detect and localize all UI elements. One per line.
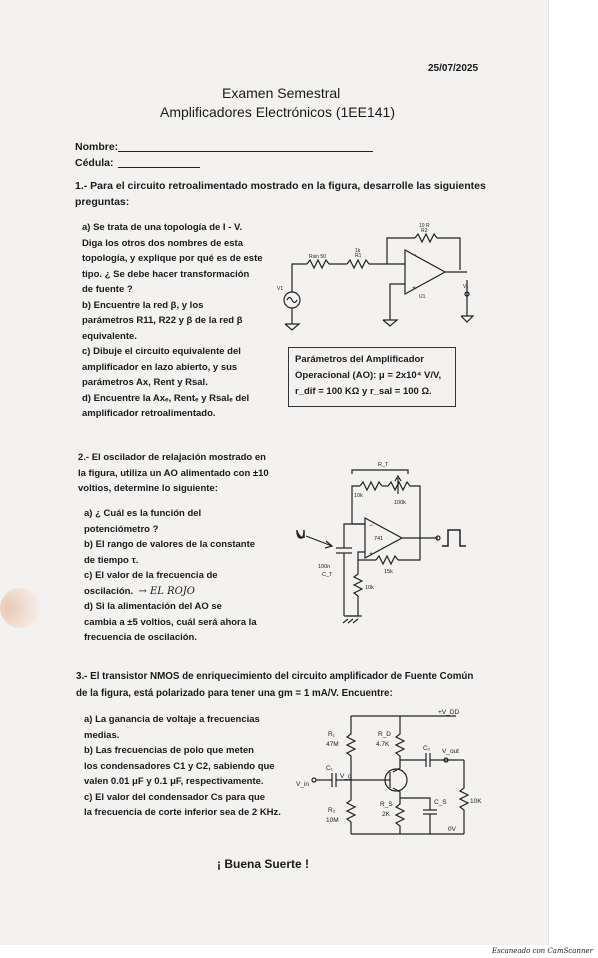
r1-value: 47M <box>326 741 339 748</box>
r10k-label: 10k <box>354 493 363 499</box>
q1-item: parámetros Ax, Rent y Rsal. <box>82 377 208 388</box>
q1-item: c) Dibuje el circuito equivalente del <box>82 346 241 357</box>
c1-label: C₁ <box>326 765 333 772</box>
q3-item: b) Las frecuencias de polo que meten <box>84 745 254 756</box>
scanner-thumb-shadow <box>0 588 40 628</box>
q1-intro-1: 1.- Para el circuito retroalimentado mostrado en la figura, desarrolle las siguientes <box>75 180 486 192</box>
vin-label: V_in <box>296 781 310 788</box>
ground-label: 0V <box>448 826 456 833</box>
r1-label: 1k <box>355 248 361 254</box>
r10k-bottom-label: 10k <box>365 585 374 591</box>
svg-text:+: + <box>369 551 374 558</box>
q2-item: de tiempo τ. <box>84 554 139 566</box>
exam-date: 25/07/2025 <box>428 63 479 74</box>
params-line-1: Parámetros del Amplificador <box>295 354 424 365</box>
q1-item: b) Encuentre la red β, y los <box>82 299 204 311</box>
q3-intro-1: 3.- El transistor NMOS de enriquecimiento del circuito amplificador de Fuente Común <box>76 671 474 682</box>
params-line-3: r_dif = 100 KΩ y r_sal = 100 Ω. <box>295 386 432 397</box>
good-luck-text: ¡ Buena Suerte ! <box>217 857 310 871</box>
r1-label: R₁ <box>328 731 335 738</box>
cs-label: C_S <box>434 799 447 806</box>
q3-item: c) El valor del condensador Cs para que <box>84 791 266 803</box>
q1-item: Diga los otros dos nombres de esta <box>82 237 244 249</box>
q1-item: parámetros R11, R22 y β de la red β <box>82 315 243 326</box>
cap-label-2: C_T <box>322 572 333 578</box>
opamp-parameters-box <box>288 347 456 407</box>
q2-items <box>84 506 289 646</box>
q2-intro-1: 2.- El oscilador de relajación mostrado en <box>78 452 266 463</box>
r1-label-2: R1 <box>355 253 362 259</box>
q2-intro-2: la figura, utiliza un AO alimentado con ±10 <box>78 467 269 479</box>
rd-value: 4.7K <box>376 741 390 748</box>
nombre-line[interactable] <box>118 151 373 152</box>
cedula-label: Cédula: <box>75 157 114 169</box>
vdd-label: +V_DD <box>438 709 460 716</box>
q2-item <box>84 584 289 600</box>
q1-item: de fuente ? <box>82 284 133 295</box>
exam-subtitle: Amplificadores Electrónicos (1EE141) <box>160 104 395 120</box>
q2-item: a) ¿ Cuál es la función del <box>84 508 202 519</box>
q2-item: d) Si la alimentación del AO se <box>84 601 222 612</box>
nombre-label: Nombre: <box>75 141 119 153</box>
q1-item: amplificador en lazo abierto, y sus <box>82 361 238 373</box>
u1-label: U1 <box>419 294 426 300</box>
r100k-label: 100k <box>394 500 406 506</box>
c2-label: C₂ <box>423 745 431 752</box>
v1-label: V1 <box>277 286 284 292</box>
params-line-2: Operacional (AO): μ = 2x10⁴ V/V, <box>295 370 442 381</box>
r15k-label: 15k <box>384 569 393 575</box>
q2-item: frecuencia de oscilación. <box>84 632 197 643</box>
opamp-label: 741 <box>374 536 384 542</box>
q3-item: valen 0.01 μF y 0.1 μF, respectivamente. <box>84 776 264 787</box>
feedback-amplifier-circuit <box>275 220 475 338</box>
q2-intro <box>78 450 288 497</box>
r2-label: R₂ <box>328 807 336 814</box>
q1-item: topología, y explique por qué es de este <box>82 253 263 264</box>
q2-item: b) El rango de valores de la constante <box>84 539 256 550</box>
q3-item: la frecuencia de corte inferior sea de 2 KHz. <box>84 807 281 818</box>
rs-label: R_S <box>380 801 393 808</box>
cedula-line[interactable] <box>118 167 200 168</box>
q2-item-text: oscilación. <box>84 585 134 597</box>
rf-label: 10 R <box>419 223 430 229</box>
common-source-amplifier-circuit <box>296 706 496 840</box>
svg-text:−: − <box>412 252 417 259</box>
q1-item: tipo. ¿ Se debe hacer transformación <box>82 268 250 280</box>
rt-label: R_T <box>378 462 389 468</box>
q1-item: equivalente. <box>82 330 137 342</box>
q3-item: medias. <box>84 729 120 741</box>
q3-item: los condensadores C1 y C2, sabiendo que <box>84 760 275 772</box>
cap-label: 100n <box>318 564 331 570</box>
q2-intro-3: voltios, determine lo siguiente: <box>78 483 218 494</box>
rf-label-2: R2 <box>421 228 428 234</box>
q1-item: d) Encuentre la Axₑ, Rentₑ y Rsalₑ del <box>82 392 250 404</box>
rs-value: 2K <box>382 811 390 818</box>
rl-value: 10K <box>470 798 482 805</box>
q3-item: a) La ganancia de voltaje a frecuencias <box>84 714 260 725</box>
q1-item: a) Se trata de una topología de I - V. <box>82 222 243 233</box>
q1-items <box>82 220 287 422</box>
q2-item: potenciómetro ? <box>84 523 159 535</box>
svg-text:−: − <box>369 523 374 530</box>
vo-label: V₀ <box>463 284 469 290</box>
exam-title: Examen Semestral <box>222 85 341 101</box>
r2-value: 10M <box>326 817 339 824</box>
svg-text:+: + <box>412 285 417 292</box>
camscanner-watermark: Escaneado con CamScanner <box>492 947 593 955</box>
rin-label: Rsin 50 <box>309 254 326 260</box>
q3-intro-2: de la figura, está polarizado para tener una gm = 1 mA/V. Encuentre: <box>76 688 393 699</box>
q1-intro-2: preguntas: <box>75 196 130 208</box>
relaxation-oscillator-circuit <box>280 456 480 626</box>
q2-item: cambia a ±5 voltios, cuál será ahora la <box>84 616 257 628</box>
vout-label: V_out <box>442 748 459 755</box>
q3-items <box>84 712 294 821</box>
rd-label: R_D <box>378 731 392 738</box>
q2-item: c) El valor de la frecuencia de <box>84 570 218 581</box>
handwritten-note: → EL ROJO <box>138 585 196 597</box>
vg-label: V_g <box>340 773 352 780</box>
q1-item: amplificador retroalimentado. <box>82 408 216 419</box>
